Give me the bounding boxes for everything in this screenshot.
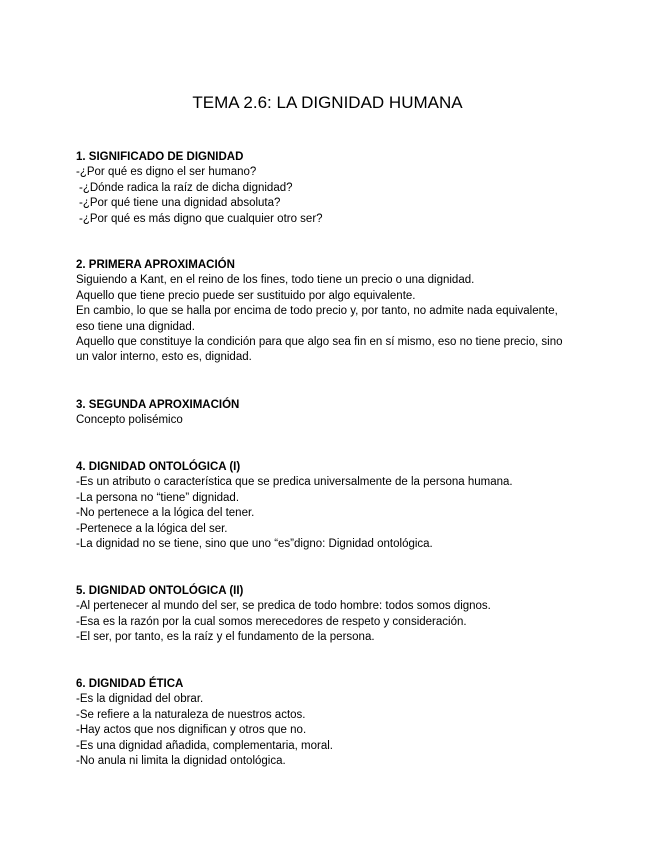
section-line: -Esa es la razón por la cual somos merecedores de respeto y consideración. <box>76 615 467 628</box>
section-heading: 1. SIGNIFICADO DE DIGNIDAD <box>76 151 244 163</box>
section-line: En cambio, lo que se halla por encima de todo precio y, por tanto, no admite nada equivalente, <box>76 305 558 318</box>
section-line: -¿Por qué tiene una dignidad absoluta? <box>79 197 281 210</box>
section-primera-aproximacion <box>76 258 596 366</box>
section-line: -¿Dónde radica la raíz de dicha dignidad? <box>79 181 293 194</box>
section-line: Aquello que tiene precio puede ser sustituido por algo equivalente. <box>76 289 416 302</box>
section-line: -La dignidad no se tiene, sino que uno “es”digno: Dignidad ontológica. <box>76 538 433 551</box>
section-line: -Al pertenecer al mundo del ser, se predica de todo hombre: todos somos dignos. <box>76 600 491 613</box>
section-heading: 2. PRIMERA APROXIMACIÓN <box>76 259 235 271</box>
section-line: -Es la dignidad del obrar. <box>76 693 204 706</box>
section-line: -Pertenece a la lógica del ser. <box>76 522 228 535</box>
section-line: Concepto polisémico <box>76 414 183 427</box>
section-line: eso tiene una dignidad. <box>76 320 195 333</box>
section-line: -¿Por qué es más digno que cualquier otro ser? <box>79 212 323 225</box>
section-line: -Es una dignidad añadida, complementaria, moral. <box>76 739 333 752</box>
section-line: -¿Por qué es digno el ser humano? <box>76 166 257 179</box>
section-line: un valor interno, esto es, dignidad. <box>76 351 252 364</box>
section-line: -El ser, por tanto, es la raíz y el fundamento de la persona. <box>76 631 375 644</box>
section-line: -No anula ni limita la dignidad ontológica. <box>76 755 286 768</box>
section-line: -No pertenece a la lógica del tener. <box>76 507 255 520</box>
section-line: -La persona no “tiene” dignidad. <box>76 491 240 504</box>
section-dignidad-ontologica-2 <box>76 584 596 646</box>
section-dignidad-ontologica-1 <box>76 460 596 552</box>
section-segunda-aproximacion <box>76 398 596 429</box>
section-line: Siguiendo a Kant, en el reino de los fines, todo tiene un precio o una dignidad. <box>76 274 475 287</box>
section-heading: 4. DIGNIDAD ONTOLÓGICA (I) <box>76 461 241 473</box>
section-heading: 5. DIGNIDAD ONTOLÓGICA (II) <box>76 585 244 597</box>
section-dignidad-etica <box>76 677 596 769</box>
section-significado-de-dignidad <box>76 150 596 227</box>
section-heading: 3. SEGUNDA APROXIMACIÓN <box>76 399 240 411</box>
section-line: -Es un atributo o característica que se predica universalmente de la persona humana. <box>76 476 513 489</box>
section-line: -Se refiere a la naturaleza de nuestros actos. <box>76 708 306 721</box>
section-line: Aquello que constituye la condición para que algo sea fin en sí mismo, eso no tiene precio, sino <box>76 336 563 349</box>
section-line: -Hay actos que nos dignifican y otros que no. <box>76 724 307 737</box>
page-title: TEMA 2.6: LA DIGNIDAD HUMANA <box>192 93 463 112</box>
section-heading: 6. DIGNIDAD ÉTICA <box>76 678 184 690</box>
